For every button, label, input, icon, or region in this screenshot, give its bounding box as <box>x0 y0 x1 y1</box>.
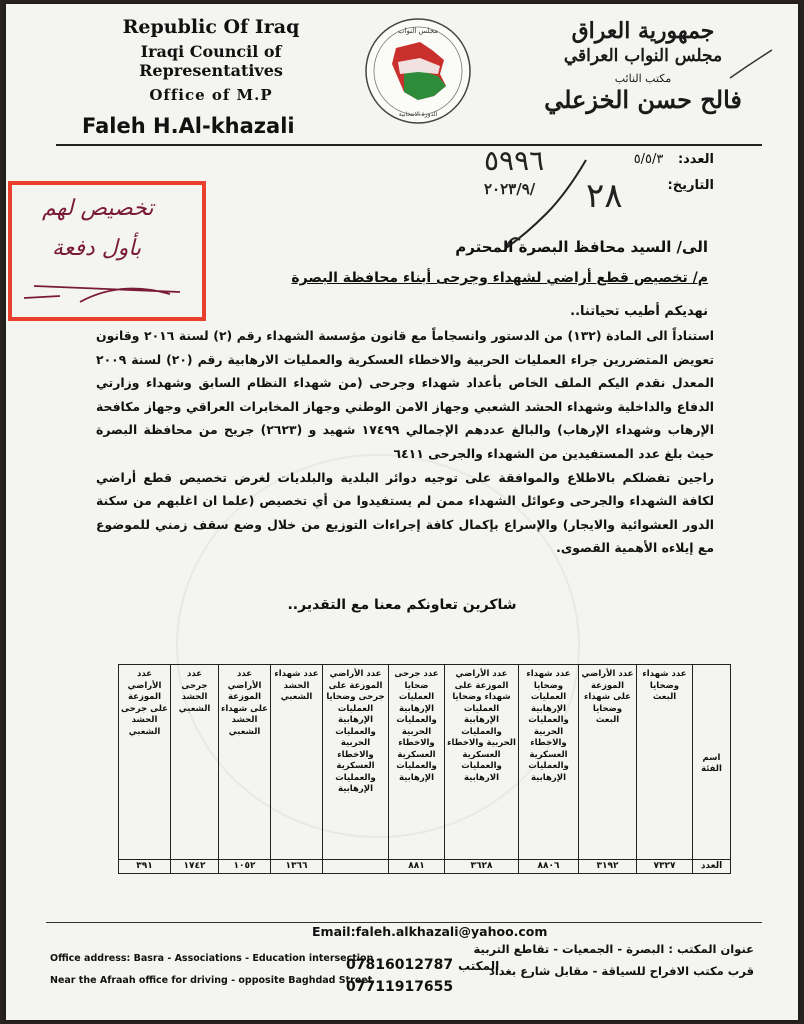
statistics-table <box>118 664 731 874</box>
table-row-label: العدد <box>693 860 731 874</box>
footer-phones <box>346 954 453 998</box>
table-cell: ١٧٤٢ <box>171 860 219 874</box>
table-cell: ٨٨١ <box>389 860 445 874</box>
logo-top-text: مجلس النواب <box>397 27 439 35</box>
table-cell: ١٣٦٦ <box>271 860 323 874</box>
pen-stroke-icon <box>726 44 776 84</box>
letterhead-english <box>66 16 356 138</box>
table-cell: ١٠٥٢ <box>219 860 271 874</box>
table-cell: ٣٦٢٨ <box>445 860 519 874</box>
ref-number <box>634 152 714 167</box>
footer-address-en-line1: Office address: Basra - Associations - Education intersection <box>50 953 374 964</box>
footer-email[interactable]: Email:faleh.alkhazali@yahoo.com <box>312 924 548 939</box>
letter-page <box>6 4 798 1020</box>
table-row <box>119 860 731 874</box>
table-header: اسم الفئة <box>693 665 731 860</box>
letterhead-ar-country: جمهورية العراق <box>571 18 715 44</box>
table-header: عدد شهداء الحشد الشعبي <box>271 665 323 860</box>
greeting: نهديكم أطيب تحياتنا.. <box>570 304 708 319</box>
letterhead-office: Office of M.P <box>149 86 273 104</box>
table-header: عدد الأراضي الموزعة على شهداء الحشد الشعبي <box>219 665 271 860</box>
table-header: عدد شهداء وضحايا البعث <box>637 665 693 860</box>
table-header: عدد الأراضي الموزعة على جرحى الحشد الشعبي <box>119 665 171 860</box>
letterhead-country: Republic Of Iraq <box>122 16 300 38</box>
margin-signature-icon <box>20 274 190 306</box>
closing-line: شاكرين تعاونكم معنا مع التقدير.. <box>287 597 517 613</box>
footer-address-en-line2: Near the Afraah office for driving - opposite Baghdad Street <box>50 975 373 986</box>
parliament-logo-icon <box>358 16 478 126</box>
letterhead-arabic <box>528 18 758 114</box>
footer-address-ar-line1: عنوان المكتب : البصرة - الجمعيات - تقاطع التربية <box>473 942 754 956</box>
footer-office-label: المكتب <box>458 959 500 973</box>
letterhead-council: Iraqi Council of Representatives <box>139 42 283 80</box>
table-header: عدد جرحى ضحايا العمليات الإرهابية والعمليات الحربية والاخطاء العسكرية والعمليات الإرهابية <box>389 665 445 860</box>
table-cell: ٨٨٠٦ <box>519 860 579 874</box>
table-header: عدد الأراضي الموزعة على جرحى وضحايا العمليات الإرهابية والعمليات الحربية والاخطاء العسكرية والعمليات الإرهابية <box>323 665 389 860</box>
table-header: عدد جرحى الحشد الشعبي <box>171 665 219 860</box>
footer-phone-2[interactable]: 07711917655 <box>346 979 454 995</box>
header-divider <box>56 144 762 146</box>
table-header: عدد الأراضي الموزعة على شهداء وضحايا العمليات الإرهابية والعمليات الحربية والاخطاء العسكرية والعمليات الارهابية <box>445 665 519 860</box>
handwritten-date: ٢٠٢٣/٩/ <box>484 180 536 198</box>
body-paragraph-2: راجين تفضلكم بالاطلاع والموافقة على توجيه دوائر البلدية والبلديات لغرض تخصيص قطع أراضي لكافة الشهداء والجرحى وعوائل الشهداء ممن لم يستفيدوا من أي تخصيص (علما ان اغلبهم من سكنة الدور العشوائية والايجار) والإسراع بإكمال كافة إجراءات التوزيع من خلال وضع سقف زمني للموضوع مع إيلاءه الأهمية القصوى. <box>96 469 714 556</box>
letterhead-ar-mp-name: فالح حسن الخزعلي <box>544 85 742 114</box>
table-cell <box>323 860 389 874</box>
table-header: عدد الأراضي الموزعة على شهداء وضحايا البعث <box>579 665 637 860</box>
ref-number-label: العدد: <box>677 152 714 167</box>
table-cell: ٧٣٢٧ <box>637 860 693 874</box>
letter-body <box>96 324 714 560</box>
footer-address-english <box>50 948 373 992</box>
body-paragraph-1: استناداً الى المادة (١٣٢) من الدستور وانسجاماً مع قانون مؤسسة الشهداء رقم (٢) لسنة ٢٠١٦ وقانون تعويض المتضررين جراء العمليات الحربية والاخطاء العسكرية والعمليات الارهابية رقم (٢٠) لسنة ٢٠٠٩ المعدل نقدم اليكم الملف الخاص بأعداد شهداء وجرحى (من شهداء النظام السابق وشهداء وزارتي الدفاع والداخلية وشهداء الحشد الشعبي وجهاز الامن الوطني وجهاز المخابرات العراقي وجهاز مكافحة الإرهاب وشهداء الإرهاب) والبالغ عددهم الإجمالي ١٧٤٩٩ شهيد و (٢٦٢٣) جريح من محافظة البصرة حيث بلغ عدد المستفيدين من الشهداء والجرحى ٦٤١١ <box>96 328 715 461</box>
footer-divider <box>46 922 762 923</box>
letterhead-ar-council: مجلس النواب العراقي <box>563 46 723 66</box>
table-cell: ٣٩١ <box>119 860 171 874</box>
table-header-row <box>119 665 731 860</box>
footer-address-arabic <box>474 938 754 982</box>
table-header: عدد شهداء وضحايا العمليات الإرهابية والعمليات الحربية والاخطاء العسكرية والعمليات الإرهابية <box>519 665 579 860</box>
logo-bottom-text: الدورة الانتخابية <box>398 111 438 118</box>
margin-note-line1: تخصيص لهم <box>42 196 154 221</box>
footer-address-ar-line2: قرب مكتب الافراح للسياقة - مقابل شارع بغداد <box>488 964 754 978</box>
table-cell: ٣١٩٢ <box>579 860 637 874</box>
margin-note-line2: بأول دفعة <box>52 236 142 261</box>
handwritten-number: ٥٩٩٦ <box>484 144 545 177</box>
recipient-line: الى/ السيد محافظ البصرة المحترم <box>455 238 708 256</box>
ref-date <box>668 178 714 193</box>
footer-phone-1[interactable]: 07816012787 <box>346 957 454 973</box>
ref-number-value: ٥/٥/٣ <box>633 152 664 167</box>
subject-line: م/ تخصيص قطع أراضي لشهداء وجرحى أبناء محافظة البصرة <box>291 270 708 286</box>
letterhead-mp-name: Faleh H.Al-khazali <box>82 114 295 138</box>
handwritten-day: ٢٨ <box>586 176 623 216</box>
ref-date-label: التاريخ: <box>667 178 714 193</box>
letterhead-ar-office: مكتب النائب <box>614 72 672 85</box>
